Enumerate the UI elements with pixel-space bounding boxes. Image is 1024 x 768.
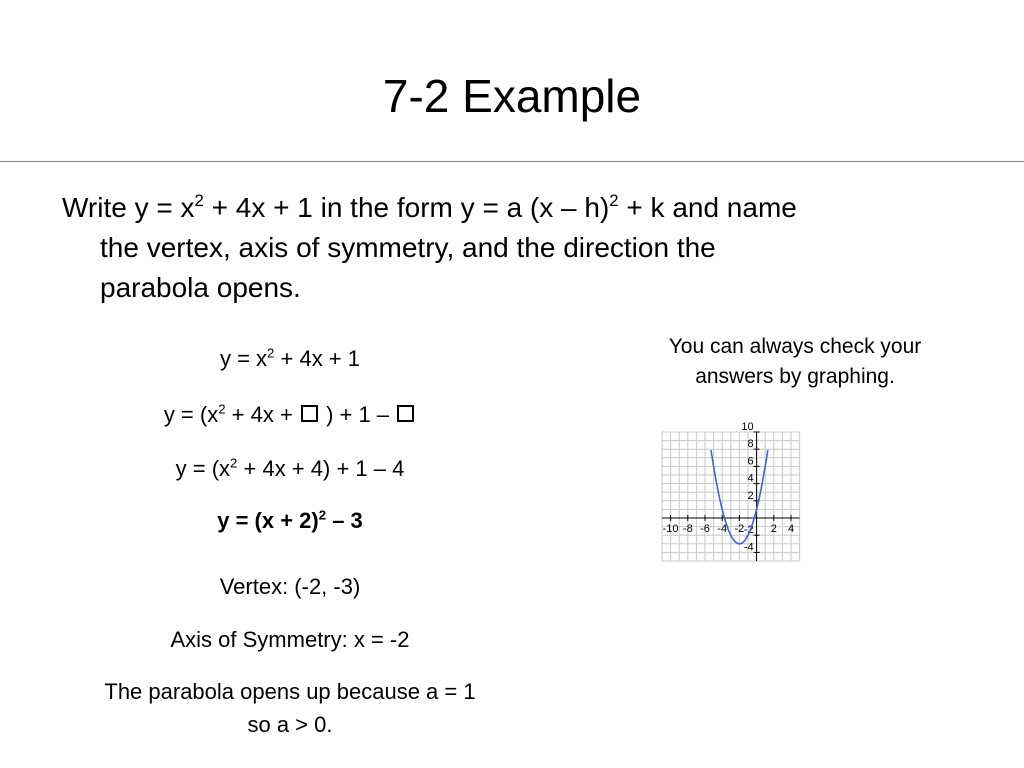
prompt-line-3: parabola opens.: [100, 272, 301, 303]
parabola-graph: [640, 422, 930, 697]
y-tick-label: -2: [743, 524, 754, 537]
title-divider: [0, 161, 1024, 162]
prompt-text: + 4x + 1 in the form y = a (x – h): [203, 192, 610, 223]
exponent: 2: [194, 191, 204, 211]
y-tick-label: 4: [747, 472, 754, 485]
tip-line-2: answers by graphing.: [695, 365, 895, 388]
opens-answer-line-1: The parabola opens up because a = 1: [104, 679, 476, 704]
vertex-answer: Vertex: (-2, -3): [219, 574, 361, 599]
x-tick-label: 2: [770, 523, 777, 535]
opens-answer-line-2: so a > 0.: [247, 712, 333, 737]
step-4-result: $y = (x + 2)^2 - 3$: [217, 507, 363, 533]
x-tick-label: -2: [734, 523, 745, 535]
step-1: $y = x^2 + 4x + 1$: [219, 345, 361, 371]
x-tick-label: -4: [717, 523, 728, 535]
axis-answer: Axis of Symmetry: x = -2: [170, 627, 410, 652]
graphing-tip: [620, 332, 970, 392]
blank-box-icon: [397, 405, 414, 422]
x-tick-label: -6: [700, 523, 710, 535]
problem-statement: [62, 188, 972, 308]
exponent: 2: [609, 191, 619, 211]
x-tick-label: -10: [662, 523, 679, 535]
y-tick-label: 8: [747, 438, 754, 451]
x-tick-label: -8: [682, 523, 693, 535]
x-tick-label: 4: [787, 523, 795, 535]
y-tick-label: 2: [747, 489, 754, 502]
y-tick-label: -4: [743, 541, 754, 554]
prompt-text: + k and name: [618, 192, 797, 223]
prompt-line-2: the vertex, axis of symmetry, and the direction the: [100, 232, 716, 263]
step-3: $y = (x^2 + 4x + 4) + 1 - 4$: [175, 455, 405, 481]
y-tick-label: 10: [741, 422, 754, 433]
y-tick-label: 6: [747, 455, 754, 468]
prompt-text: Write y = x: [62, 192, 195, 223]
tip-line-1: You can always check your: [668, 335, 922, 358]
blank-box-icon: [301, 405, 318, 422]
step-2: $y = (x^2 + 4x$ + ) + 1 –: [40, 402, 540, 428]
slide-title: 7-2 Example: [382, 70, 642, 122]
